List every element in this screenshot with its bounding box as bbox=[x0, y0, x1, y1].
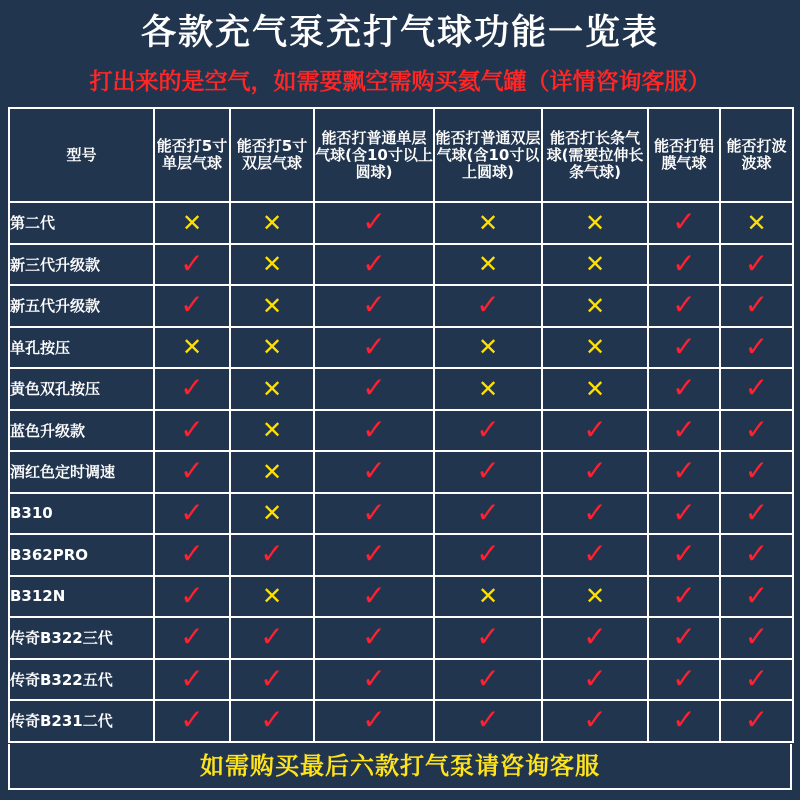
table-row bbox=[9, 659, 793, 701]
check-mark-icon: ✓ bbox=[672, 246, 696, 280]
check-mark-icon: ✓ bbox=[180, 412, 204, 446]
check-mark-icon: ✓ bbox=[362, 329, 386, 363]
support-cell bbox=[314, 368, 434, 410]
support-cell bbox=[542, 451, 648, 493]
check-mark-icon: ✓ bbox=[180, 578, 204, 612]
support-cell bbox=[542, 327, 648, 369]
support-cell bbox=[154, 659, 230, 701]
check-mark-icon: ✓ bbox=[744, 454, 769, 488]
header-bobo-balloon: 能否打波波球 bbox=[720, 108, 793, 202]
support-cell bbox=[648, 700, 720, 742]
support-cell bbox=[648, 368, 720, 410]
support-cell bbox=[648, 327, 720, 369]
table-row bbox=[9, 285, 793, 327]
support-cell bbox=[314, 327, 434, 369]
check-mark-icon: ✓ bbox=[180, 495, 204, 529]
check-mark-icon: ✓ bbox=[260, 661, 284, 695]
check-mark-icon: ✓ bbox=[583, 537, 607, 571]
cross-mark-icon: ✕ bbox=[584, 250, 606, 279]
support-cell bbox=[434, 451, 542, 493]
check-mark-icon: ✓ bbox=[476, 703, 500, 737]
check-mark-icon: ✓ bbox=[744, 246, 769, 280]
support-cell bbox=[314, 617, 434, 659]
header-regular-double: 能否打普通双层气球(含10寸以上圆球) bbox=[434, 108, 542, 202]
check-mark-icon: ✓ bbox=[583, 454, 607, 488]
support-cell bbox=[720, 451, 793, 493]
support-cell bbox=[154, 368, 230, 410]
support-cell bbox=[230, 327, 314, 369]
support-cell bbox=[648, 534, 720, 576]
check-mark-icon: ✓ bbox=[744, 620, 769, 654]
cross-mark-icon: ✕ bbox=[584, 582, 606, 611]
header-long-balloon: 能否打长条气球(需要拉伸长条气球) bbox=[542, 108, 648, 202]
cross-mark-icon: ✕ bbox=[477, 374, 499, 403]
check-mark-icon: ✓ bbox=[672, 371, 696, 405]
support-cell bbox=[230, 534, 314, 576]
support-cell bbox=[720, 327, 793, 369]
check-mark-icon: ✓ bbox=[672, 495, 696, 529]
cross-mark-icon: ✕ bbox=[261, 582, 283, 611]
support-cell bbox=[542, 534, 648, 576]
support-cell bbox=[720, 576, 793, 618]
support-cell bbox=[230, 285, 314, 327]
support-cell bbox=[648, 576, 720, 618]
check-mark-icon: ✓ bbox=[583, 661, 607, 695]
support-cell bbox=[314, 576, 434, 618]
check-mark-icon: ✓ bbox=[744, 412, 769, 446]
support-cell bbox=[314, 700, 434, 742]
support-cell bbox=[434, 202, 542, 244]
check-mark-icon: ✓ bbox=[362, 578, 386, 612]
cross-mark-icon: ✕ bbox=[746, 208, 767, 237]
support-cell bbox=[648, 451, 720, 493]
support-cell bbox=[542, 244, 648, 286]
support-cell bbox=[720, 659, 793, 701]
model-name: 传奇B322五代 bbox=[9, 659, 154, 701]
cross-mark-icon: ✕ bbox=[261, 250, 283, 279]
check-mark-icon: ✓ bbox=[672, 537, 696, 571]
support-cell bbox=[154, 327, 230, 369]
model-name: 新五代升级款 bbox=[9, 285, 154, 327]
check-mark-icon: ✓ bbox=[672, 661, 696, 695]
check-mark-icon: ✓ bbox=[476, 412, 500, 446]
model-name: 蓝色升级款 bbox=[9, 410, 154, 452]
support-cell bbox=[314, 244, 434, 286]
support-cell bbox=[230, 700, 314, 742]
cross-mark-icon: ✕ bbox=[261, 499, 283, 528]
check-mark-icon: ✓ bbox=[362, 205, 386, 239]
support-cell bbox=[434, 534, 542, 576]
cross-mark-icon: ✕ bbox=[261, 291, 283, 320]
model-name: 第二代 bbox=[9, 202, 154, 244]
support-cell bbox=[154, 285, 230, 327]
support-cell bbox=[154, 493, 230, 535]
check-mark-icon: ✓ bbox=[362, 412, 386, 446]
support-cell bbox=[230, 659, 314, 701]
check-mark-icon: ✓ bbox=[744, 371, 769, 405]
check-mark-icon: ✓ bbox=[260, 537, 284, 571]
cross-mark-icon: ✕ bbox=[477, 208, 499, 237]
check-mark-icon: ✓ bbox=[476, 495, 500, 529]
support-cell bbox=[542, 617, 648, 659]
check-mark-icon: ✓ bbox=[672, 454, 696, 488]
support-cell bbox=[648, 244, 720, 286]
check-mark-icon: ✓ bbox=[583, 495, 607, 529]
check-mark-icon: ✓ bbox=[744, 329, 769, 363]
support-cell bbox=[542, 659, 648, 701]
support-cell bbox=[154, 534, 230, 576]
support-cell bbox=[542, 700, 648, 742]
table-header-row bbox=[9, 108, 793, 202]
support-cell bbox=[434, 493, 542, 535]
support-cell bbox=[434, 368, 542, 410]
table-row bbox=[9, 327, 793, 369]
cross-mark-icon: ✕ bbox=[584, 374, 606, 403]
check-mark-icon: ✓ bbox=[744, 661, 769, 695]
check-mark-icon: ✓ bbox=[744, 537, 769, 571]
check-mark-icon: ✓ bbox=[672, 412, 696, 446]
support-cell bbox=[648, 493, 720, 535]
function-table bbox=[8, 107, 794, 743]
check-mark-icon: ✓ bbox=[672, 703, 696, 737]
check-mark-icon: ✓ bbox=[672, 329, 696, 363]
support-cell bbox=[154, 244, 230, 286]
check-mark-icon: ✓ bbox=[362, 620, 386, 654]
cross-mark-icon: ✕ bbox=[584, 291, 606, 320]
model-name: 酒红色定时调速 bbox=[9, 451, 154, 493]
check-mark-icon: ✓ bbox=[362, 454, 386, 488]
support-cell bbox=[230, 451, 314, 493]
check-mark-icon: ✓ bbox=[672, 578, 696, 612]
support-cell bbox=[542, 410, 648, 452]
support-cell bbox=[314, 534, 434, 576]
header-5inch-single: 能否打5寸单层气球 bbox=[154, 108, 230, 202]
check-mark-icon: ✓ bbox=[362, 371, 386, 405]
table-row bbox=[9, 493, 793, 535]
cross-mark-icon: ✕ bbox=[261, 374, 283, 403]
check-mark-icon: ✓ bbox=[362, 246, 386, 280]
cross-mark-icon: ✕ bbox=[261, 416, 283, 445]
support-cell bbox=[720, 493, 793, 535]
support-cell bbox=[434, 327, 542, 369]
support-cell bbox=[720, 410, 793, 452]
support-cell bbox=[314, 410, 434, 452]
helium-notice: 打出来的是空气，如需要飘空需购买氦气罐（详情咨询客服） bbox=[89, 69, 711, 95]
check-mark-icon: ✓ bbox=[476, 454, 500, 488]
check-mark-icon: ✓ bbox=[362, 537, 386, 571]
cross-mark-icon: ✕ bbox=[261, 457, 283, 486]
support-cell bbox=[720, 368, 793, 410]
check-mark-icon: ✓ bbox=[744, 578, 769, 612]
table-row bbox=[9, 368, 793, 410]
cross-mark-icon: ✕ bbox=[261, 208, 283, 237]
check-mark-icon: ✓ bbox=[180, 703, 204, 737]
support-cell bbox=[648, 659, 720, 701]
support-cell bbox=[230, 368, 314, 410]
support-cell bbox=[720, 700, 793, 742]
table-row bbox=[9, 617, 793, 659]
check-mark-icon: ✓ bbox=[476, 537, 500, 571]
check-mark-icon: ✓ bbox=[180, 246, 204, 280]
check-mark-icon: ✓ bbox=[362, 495, 386, 529]
check-mark-icon: ✓ bbox=[672, 205, 696, 239]
cross-mark-icon: ✕ bbox=[181, 333, 203, 362]
check-mark-icon: ✓ bbox=[362, 703, 386, 737]
check-mark-icon: ✓ bbox=[583, 703, 607, 737]
cross-mark-icon: ✕ bbox=[477, 333, 499, 362]
support-cell bbox=[434, 285, 542, 327]
support-cell bbox=[648, 285, 720, 327]
check-mark-icon: ✓ bbox=[583, 412, 607, 446]
cross-mark-icon: ✕ bbox=[584, 208, 606, 237]
support-cell bbox=[542, 202, 648, 244]
footer-notice: 如需购买最后六款打气泵请咨询客服 bbox=[8, 744, 792, 790]
support-cell bbox=[230, 576, 314, 618]
header-regular-single: 能否打普通单层气球(含10寸以上圆球) bbox=[314, 108, 434, 202]
model-name: 单孔按压 bbox=[9, 327, 154, 369]
model-name: 新三代升级款 bbox=[9, 244, 154, 286]
support-cell bbox=[314, 202, 434, 244]
check-mark-icon: ✓ bbox=[476, 620, 500, 654]
table-row bbox=[9, 202, 793, 244]
support-cell bbox=[434, 576, 542, 618]
support-cell bbox=[434, 410, 542, 452]
table-row bbox=[9, 244, 793, 286]
support-cell bbox=[314, 285, 434, 327]
support-cell bbox=[314, 659, 434, 701]
table-row bbox=[9, 576, 793, 618]
check-mark-icon: ✓ bbox=[180, 454, 204, 488]
support-cell bbox=[154, 617, 230, 659]
support-cell bbox=[542, 576, 648, 618]
support-cell bbox=[230, 617, 314, 659]
model-name: B362PRO bbox=[9, 534, 154, 576]
cross-mark-icon: ✕ bbox=[261, 333, 283, 362]
check-mark-icon: ✓ bbox=[180, 661, 204, 695]
model-name: B310 bbox=[9, 493, 154, 535]
support-cell bbox=[230, 202, 314, 244]
support-cell bbox=[648, 617, 720, 659]
header-5inch-double: 能否打5寸双层气球 bbox=[230, 108, 314, 202]
support-cell bbox=[434, 659, 542, 701]
table-row bbox=[9, 451, 793, 493]
header-foil-balloon: 能否打铝膜气球 bbox=[648, 108, 720, 202]
model-name: B312N bbox=[9, 576, 154, 618]
check-mark-icon: ✓ bbox=[362, 288, 386, 322]
check-mark-icon: ✓ bbox=[180, 371, 204, 405]
support-cell bbox=[648, 202, 720, 244]
table-row bbox=[9, 700, 793, 742]
model-name: 传奇B231二代 bbox=[9, 700, 154, 742]
support-cell bbox=[542, 285, 648, 327]
support-cell bbox=[648, 410, 720, 452]
check-mark-icon: ✓ bbox=[260, 703, 284, 737]
check-mark-icon: ✓ bbox=[672, 288, 696, 322]
support-cell bbox=[434, 244, 542, 286]
support-cell bbox=[230, 410, 314, 452]
check-mark-icon: ✓ bbox=[744, 495, 769, 529]
support-cell bbox=[542, 368, 648, 410]
check-mark-icon: ✓ bbox=[180, 620, 204, 654]
header-model: 型号 bbox=[9, 108, 154, 202]
support-cell bbox=[720, 202, 793, 244]
support-cell bbox=[230, 244, 314, 286]
check-mark-icon: ✓ bbox=[672, 620, 696, 654]
check-mark-icon: ✓ bbox=[476, 288, 500, 322]
support-cell bbox=[314, 493, 434, 535]
table-row bbox=[9, 534, 793, 576]
table-row bbox=[9, 410, 793, 452]
support-cell bbox=[230, 493, 314, 535]
support-cell bbox=[720, 244, 793, 286]
cross-mark-icon: ✕ bbox=[181, 208, 203, 237]
support-cell bbox=[154, 700, 230, 742]
model-name: 黄色双孔按压 bbox=[9, 368, 154, 410]
check-mark-icon: ✓ bbox=[260, 620, 284, 654]
support-cell bbox=[720, 534, 793, 576]
support-cell bbox=[154, 576, 230, 618]
check-mark-icon: ✓ bbox=[476, 661, 500, 695]
page-title: 各款充气泵充打气球功能一览表 bbox=[140, 13, 659, 53]
check-mark-icon: ✓ bbox=[362, 661, 386, 695]
cross-mark-icon: ✕ bbox=[477, 250, 499, 279]
cross-mark-icon: ✕ bbox=[584, 333, 606, 362]
check-mark-icon: ✓ bbox=[180, 288, 204, 322]
check-mark-icon: ✓ bbox=[744, 288, 769, 322]
support-cell bbox=[434, 617, 542, 659]
model-name: 传奇B322三代 bbox=[9, 617, 154, 659]
support-cell bbox=[720, 617, 793, 659]
support-cell bbox=[154, 451, 230, 493]
support-cell bbox=[154, 202, 230, 244]
cross-mark-icon: ✕ bbox=[477, 582, 499, 611]
support-cell bbox=[434, 700, 542, 742]
check-mark-icon: ✓ bbox=[180, 537, 204, 571]
check-mark-icon: ✓ bbox=[583, 620, 607, 654]
support-cell bbox=[542, 493, 648, 535]
check-mark-icon: ✓ bbox=[744, 703, 769, 737]
support-cell bbox=[720, 285, 793, 327]
support-cell bbox=[314, 451, 434, 493]
support-cell bbox=[154, 410, 230, 452]
